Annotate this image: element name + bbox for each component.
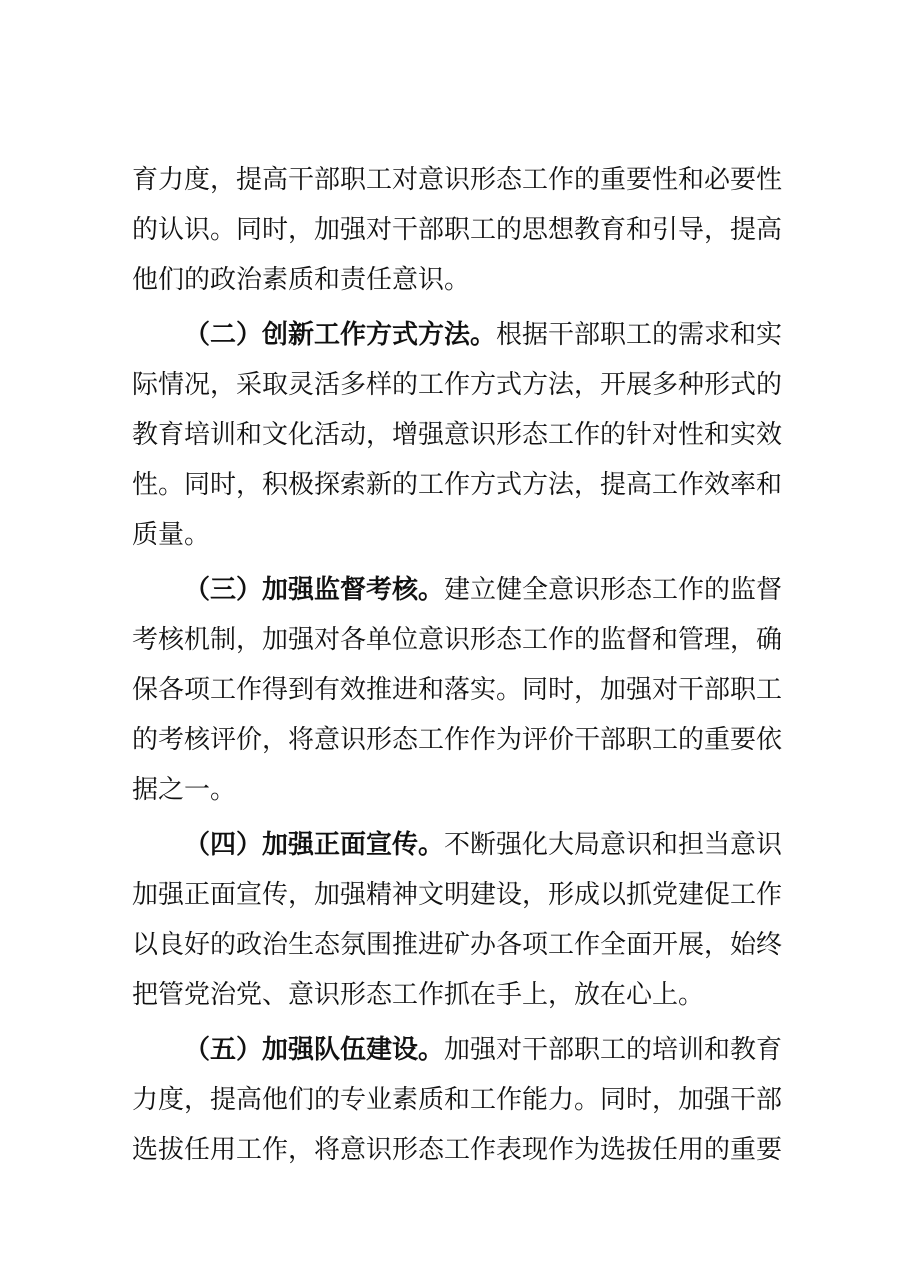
line-text: 教育培训和文化活动，增强意识形态工作的针对性和实效 — [132, 420, 783, 450]
paragraph-line — [132, 515, 210, 555]
section-heading-line — [184, 825, 797, 865]
line-text: 选拔任用工作，将意识形态工作表现作为选拔任用的重要 — [132, 1135, 783, 1165]
section-heading-3: （三）加强监督考核。 — [184, 575, 445, 605]
line-text: 以良好的政治生态氛围推进矿办各项工作全面开展，始终 — [132, 930, 783, 960]
section-heading-line — [184, 315, 797, 355]
line-text: 力度，提高他们的专业素质和工作能力。同时，加强干部 — [132, 1085, 783, 1115]
paragraph-line — [132, 670, 797, 710]
line-text: 他们的政治素质和责任意识。 — [132, 265, 471, 295]
section-heading-4: （四）加强正面宣传。 — [184, 830, 445, 860]
line-text: 不断强化大局意识和担当意识 — [444, 830, 783, 860]
paragraph-line — [132, 465, 797, 505]
line-text: 育力度，提高干部职工对意识形态工作的重要性和必要性 — [132, 165, 783, 195]
paragraph-line — [132, 160, 797, 200]
line-text: 际情况，采取灵活多样的工作方式方法，开展多种形式的 — [132, 370, 783, 400]
section-heading-line — [184, 570, 797, 610]
line-text: 加强正面宣传，加强精神文明建设，形成以抓党建促工作 — [132, 880, 783, 910]
paragraph-line — [132, 260, 470, 300]
paragraph-line — [132, 365, 797, 405]
line-text: 性。同时，积极探索新的工作方式方法，提高工作效率和 — [132, 470, 783, 500]
paragraph-line — [132, 975, 704, 1015]
line-text: 的认识。同时，加强对干部职工的思想教育和引导，提高 — [132, 215, 783, 245]
paragraph-line — [132, 415, 797, 455]
paragraph-line — [132, 210, 797, 250]
line-text: 据之一。 — [132, 775, 237, 805]
section-heading-5: （五）加强队伍建设。 — [184, 1035, 445, 1065]
paragraph-line — [132, 1080, 797, 1120]
line-text: 加强对干部职工的培训和教育 — [444, 1035, 783, 1065]
line-text: 建立健全意识形态工作的监督 — [444, 575, 783, 605]
line-text: 根据干部职工的需求和实 — [496, 320, 783, 350]
paragraph-line — [132, 925, 797, 965]
line-text: 质量。 — [132, 520, 211, 550]
line-text: 考核机制，加强对各单位意识形态工作的监督和管理，确 — [132, 625, 783, 655]
paragraph-line — [132, 720, 797, 760]
section-heading-2: （二）创新工作方式方法。 — [184, 320, 497, 350]
section-heading-line — [184, 1030, 797, 1070]
paragraph-line — [132, 875, 797, 915]
line-text: 的考核评价，将意识形态工作作为评价干部职工的重要依 — [132, 725, 783, 755]
line-text: 把管党治党、意识形态工作抓在手上，放在心上。 — [132, 980, 705, 1010]
line-text: 保各项工作得到有效推进和落实。同时，加强对干部职工 — [132, 675, 783, 705]
paragraph-line — [132, 620, 797, 660]
paragraph-line — [132, 1130, 797, 1170]
paragraph-line — [132, 770, 236, 810]
